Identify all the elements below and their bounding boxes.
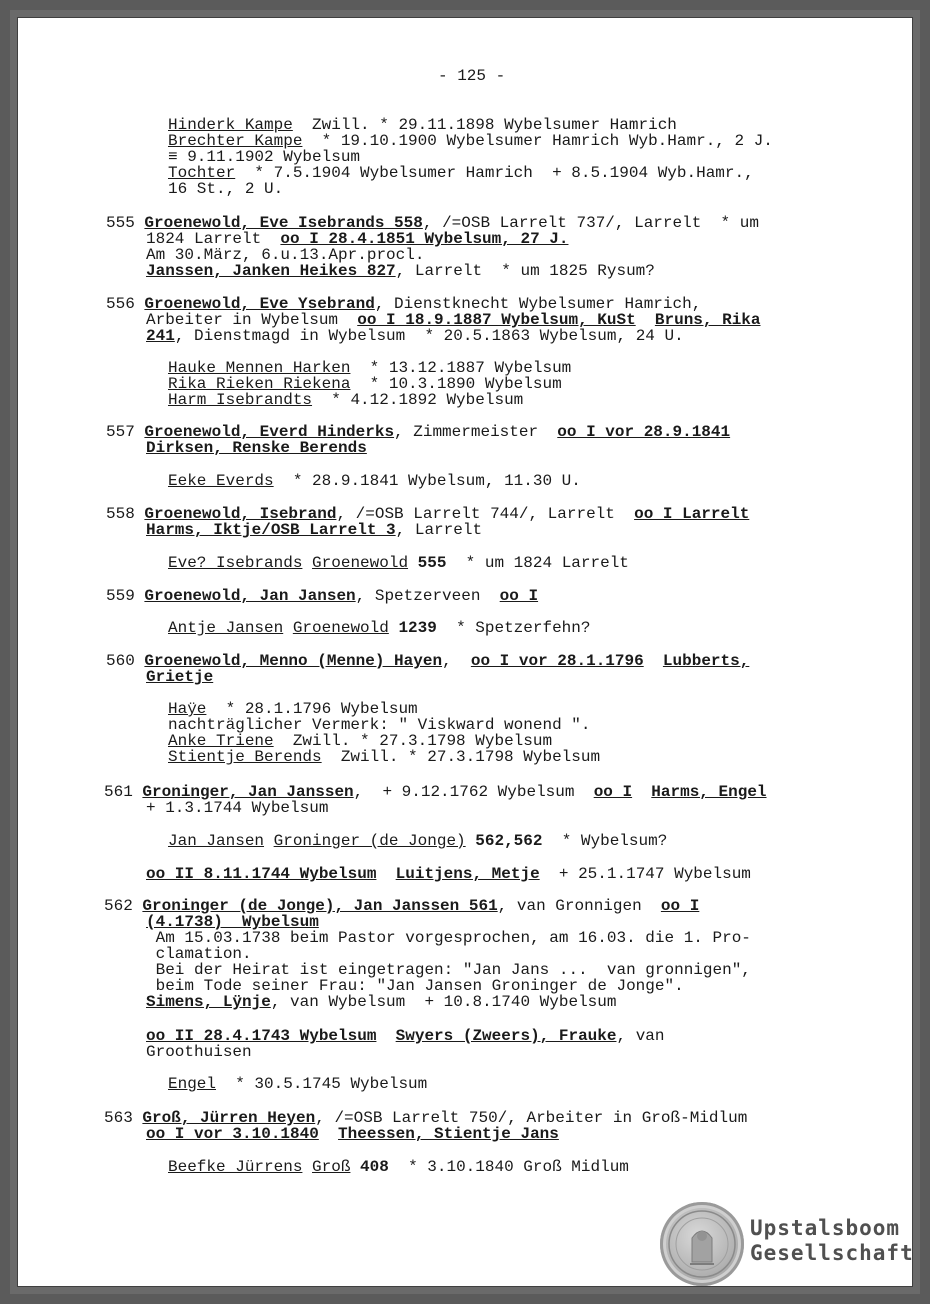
plain-text: Bei der Heirat ist eingetragen: "Jan Jans ... van gronnigen", [146, 961, 751, 979]
emphasized-text: Luitjens, Metje [395, 865, 540, 883]
emphasized-text: 241 [146, 327, 175, 345]
plain-text: + 1.3.1744 Wybelsum [146, 799, 329, 817]
text-line [104, 784, 767, 800]
emphasized-text: oo I vor 3.10.1840 [146, 1125, 319, 1143]
text-line [168, 473, 581, 489]
society-seal-icon [660, 1202, 744, 1286]
emphasized-text: Rika Rieken Riekena [168, 375, 351, 393]
plain-text: 557 [106, 423, 145, 441]
text-line [168, 149, 360, 165]
text-line [168, 360, 571, 376]
text-line [106, 215, 759, 231]
text-line [168, 1159, 629, 1175]
emphasized-text: Groß [312, 1158, 351, 1176]
text-line [146, 1028, 665, 1044]
text-line [146, 946, 252, 962]
emphasized-text: Groenewold, Everd Hinderks [144, 423, 395, 441]
emphasized-text: Hauke Mennen Harken [168, 359, 351, 377]
emphasized-text: oo I vor 28.1.1796 [470, 652, 644, 670]
text-line [168, 392, 523, 408]
emphasized-text: oo II 28.4.1743 Wybelsum [146, 1027, 377, 1045]
text-line [168, 749, 600, 765]
plain-text: , Zimmermeister [394, 423, 558, 441]
text-line [146, 522, 482, 538]
plain-text: , /=OSB Larrelt 744/, Larrelt [336, 505, 635, 523]
text-line [146, 231, 568, 247]
plain-text [408, 554, 418, 572]
plain-text: * Wybelsum? [542, 832, 668, 850]
plain-text: * 13.12.1887 Wybelsum [350, 359, 572, 377]
text-line [146, 669, 213, 685]
plain-text: , van Gronnigen [497, 897, 661, 915]
plain-text: Zwill. * 27.3.1798 Wybelsum [273, 732, 553, 750]
text-line [146, 263, 655, 279]
plain-text: , van Wybelsum + 10.8.1740 Wybelsum [270, 993, 617, 1011]
plain-text: beim Tode seiner Frau: "Jan Jansen Groninger de Jonge". [146, 977, 684, 995]
emphasized-text: Stientje Berends [168, 748, 322, 766]
text-line [168, 133, 773, 149]
plain-text: 558 [106, 505, 145, 523]
text-line [146, 930, 751, 946]
plain-text: 1824 Larrelt [146, 230, 281, 248]
society-logo-text [750, 1216, 914, 1266]
plain-text [302, 554, 312, 572]
emphasized-text: (4.1738) Wybelsum [146, 913, 319, 931]
text-line [146, 978, 684, 994]
emphasized-text: Groenewold [312, 554, 409, 572]
plain-text: * 10.3.1890 Wybelsum [350, 375, 562, 393]
text-line [168, 701, 418, 717]
emphasized-text: Lubberts, [662, 652, 750, 670]
plain-text [302, 1158, 312, 1176]
plain-text: Zwill. * 27.3.1798 Wybelsum [321, 748, 601, 766]
emphasized-text: Eeke Everds [168, 472, 274, 490]
emphasized-text: Hinderk Kampe [168, 116, 293, 134]
page-number: - 125 - [438, 67, 506, 85]
plain-text: 559 [106, 587, 145, 605]
plain-text [319, 1125, 338, 1143]
text-line [146, 247, 424, 263]
emphasized-text: Simens, Lÿnje [146, 993, 271, 1011]
emphasized-text: Groß, Jürren Heyen [142, 1109, 316, 1127]
text-line [146, 1126, 559, 1142]
emphasized-text: oo I 18.9.1887 Wybelsum, KuSt [357, 311, 636, 329]
plain-text [264, 832, 274, 850]
plain-text: + 25.1.1747 Wybelsum [539, 865, 751, 883]
plain-text [389, 619, 399, 637]
plain-text: * um 1824 Larrelt [446, 554, 629, 572]
text-line [146, 312, 761, 328]
text-line [146, 994, 616, 1010]
logo-line-1: Upstalsboom [750, 1216, 901, 1240]
emphasized-text: Engel [168, 1075, 217, 1093]
plain-text: clamation. [146, 945, 252, 963]
emphasized-text: Antje Jansen [168, 619, 284, 637]
emphasized-text: 555 [417, 554, 447, 572]
emphasized-text: Groenewold, Isebrand [144, 505, 337, 523]
text-line [168, 1076, 427, 1092]
emphasized-text: Swyers (Zweers), Frauke [395, 1027, 617, 1045]
plain-text: , van [616, 1027, 665, 1045]
text-line [168, 733, 552, 749]
text-line [146, 914, 319, 930]
emphasized-text: Groninger (de Jonge) [273, 832, 466, 850]
emphasized-text: Haÿe [168, 700, 207, 718]
plain-text: Am 15.03.1738 beim Pastor vorgesprochen, am 16.03. die 1. Pro- [146, 929, 751, 947]
emphasized-text: Jan Jansen [168, 832, 265, 850]
plain-text: Zwill. * 29.11.1898 Wybelsumer Hamrich [292, 116, 677, 134]
plain-text [376, 1027, 395, 1045]
text-line [168, 833, 667, 849]
plain-text: * 19.10.1900 Wybelsumer Hamrich Wyb.Hamr., 2 J. [302, 132, 773, 150]
plain-text: , Spetzerveen [355, 587, 500, 605]
text-line [106, 296, 701, 312]
plain-text: 562 [104, 897, 143, 915]
plain-text: * 3.10.1840 Groß Midlum [388, 1158, 629, 1176]
emphasized-text: oo I [593, 783, 633, 801]
emphasized-text: Groninger (de Jonge), Jan Janssen 561 [142, 897, 498, 915]
text-line [106, 424, 730, 440]
plain-text: * 30.5.1745 Wybelsum [216, 1075, 428, 1093]
plain-text: , Larrelt * um 1825 Rysum? [395, 262, 655, 280]
emphasized-text: Grietje [146, 668, 214, 686]
emphasized-text: oo I Larrelt [634, 505, 750, 523]
plain-text: 563 [104, 1109, 143, 1127]
plain-text: , Dienstmagd in Wybelsum * 20.5.1863 Wybelsum, 24 U. [174, 327, 684, 345]
plain-text: * Spetzerfehn? [436, 619, 591, 637]
emphasized-text: oo II 8.11.1744 Wybelsum [146, 865, 377, 883]
emphasized-text: Bruns, Rika [654, 311, 761, 329]
emphasized-text: Eve? Isebrands [168, 554, 303, 572]
emphasized-text: 562,562 [475, 832, 543, 850]
plain-text [466, 832, 476, 850]
plain-text: , [442, 652, 471, 670]
emphasized-text: Groenewold, Menno (Menne) Hayen [144, 652, 443, 670]
plain-text [350, 1158, 360, 1176]
text-line [104, 1110, 747, 1126]
emphasized-text: Groenewold, Eve Ysebrand [144, 295, 375, 313]
plain-text: Arbeiter in Wybelsum [146, 311, 358, 329]
plain-text [376, 865, 395, 883]
text-line [146, 962, 751, 978]
emphasized-text: oo I vor 28.9.1841 [557, 423, 731, 441]
emphasized-text: Harms, Engel [651, 783, 767, 801]
text-line [146, 440, 367, 456]
plain-text: nachträglicher Vermerk: " Viskward wonend ". [168, 716, 591, 734]
plain-text: Am 30.März, 6.u.13.Apr.procl. [146, 246, 425, 264]
emphasized-text: 408 [360, 1158, 389, 1176]
emphasized-text: oo I [660, 897, 700, 915]
emphasized-text: Brechter Kampe [168, 132, 303, 150]
text-line [146, 328, 684, 344]
text-line [106, 588, 538, 604]
emphasized-text: Groninger, Jan Janssen [142, 783, 354, 801]
plain-text: 556 [106, 295, 145, 313]
emphasized-text: Beefke Jürrens [168, 1158, 303, 1176]
plain-text: , Larrelt [395, 521, 483, 539]
text-line [168, 165, 754, 181]
emphasized-text: oo I [499, 587, 539, 605]
text-line [106, 653, 749, 669]
plain-text: ≡ 9.11.1902 Wybelsum [168, 148, 361, 166]
emphasized-text: Harms, Iktje/OSB Larrelt 3 [146, 521, 396, 539]
text-line [168, 181, 283, 197]
text-line [104, 898, 699, 914]
text-line [168, 717, 590, 733]
text-line [146, 866, 751, 882]
plain-text: * 4.12.1892 Wybelsum [312, 391, 524, 409]
emphasized-text: oo I 28.4.1851 Wybelsum, 27 J. [280, 230, 569, 248]
plain-text: * 28.1.1796 Wybelsum [206, 700, 418, 718]
text-line [168, 376, 562, 392]
plain-text [632, 783, 651, 801]
plain-text: 561 [104, 783, 143, 801]
plain-text: 16 St., 2 U. [168, 180, 284, 198]
plain-text: 560 [106, 652, 145, 670]
text-line [168, 117, 677, 133]
plain-text [644, 652, 663, 670]
emphasized-text: Groenewold, Eve Isebrands 558 [144, 214, 423, 232]
plain-text: , Dienstknecht Wybelsumer Hamrich, [374, 295, 702, 313]
emphasized-text: Tochter [168, 164, 236, 182]
emphasized-text: Anke Triene [168, 732, 274, 750]
emphasized-text: Janssen, Janken Heikes 827 [146, 262, 396, 280]
document-page [18, 18, 912, 1286]
logo-line-2: Gesellschaft [750, 1241, 914, 1265]
emphasized-text: Theessen, Stientje Jans [338, 1125, 559, 1143]
plain-text: , /=OSB Larrelt 750/, Arbeiter in Groß-Midlum [315, 1109, 748, 1127]
text-line [106, 506, 749, 522]
emphasized-text: 1239 [398, 619, 437, 637]
document-text [18, 18, 912, 1286]
text-line [146, 800, 328, 816]
text-line [168, 555, 629, 571]
plain-text: 555 [106, 214, 145, 232]
emphasized-text: Groenewold, Jan Jansen [144, 587, 356, 605]
emphasized-text: Groenewold [292, 619, 389, 637]
plain-text: * 28.9.1841 Wybelsum, 11.30 U. [273, 472, 581, 490]
plain-text: Groothuisen [146, 1043, 252, 1061]
plain-text [283, 619, 293, 637]
plain-text: * 7.5.1904 Wybelsumer Hamrich + 8.5.1904 Wyb.Hamr., [235, 164, 754, 182]
emphasized-text: Dirksen, Renske Berends [146, 439, 367, 457]
text-line [168, 620, 590, 636]
text-line [146, 1044, 252, 1060]
plain-text: , /=OSB Larrelt 737/, Larrelt * um [422, 214, 759, 232]
emphasized-text: Harm Isebrandts [168, 391, 313, 409]
plain-text: , + 9.12.1762 Wybelsum [353, 783, 594, 801]
